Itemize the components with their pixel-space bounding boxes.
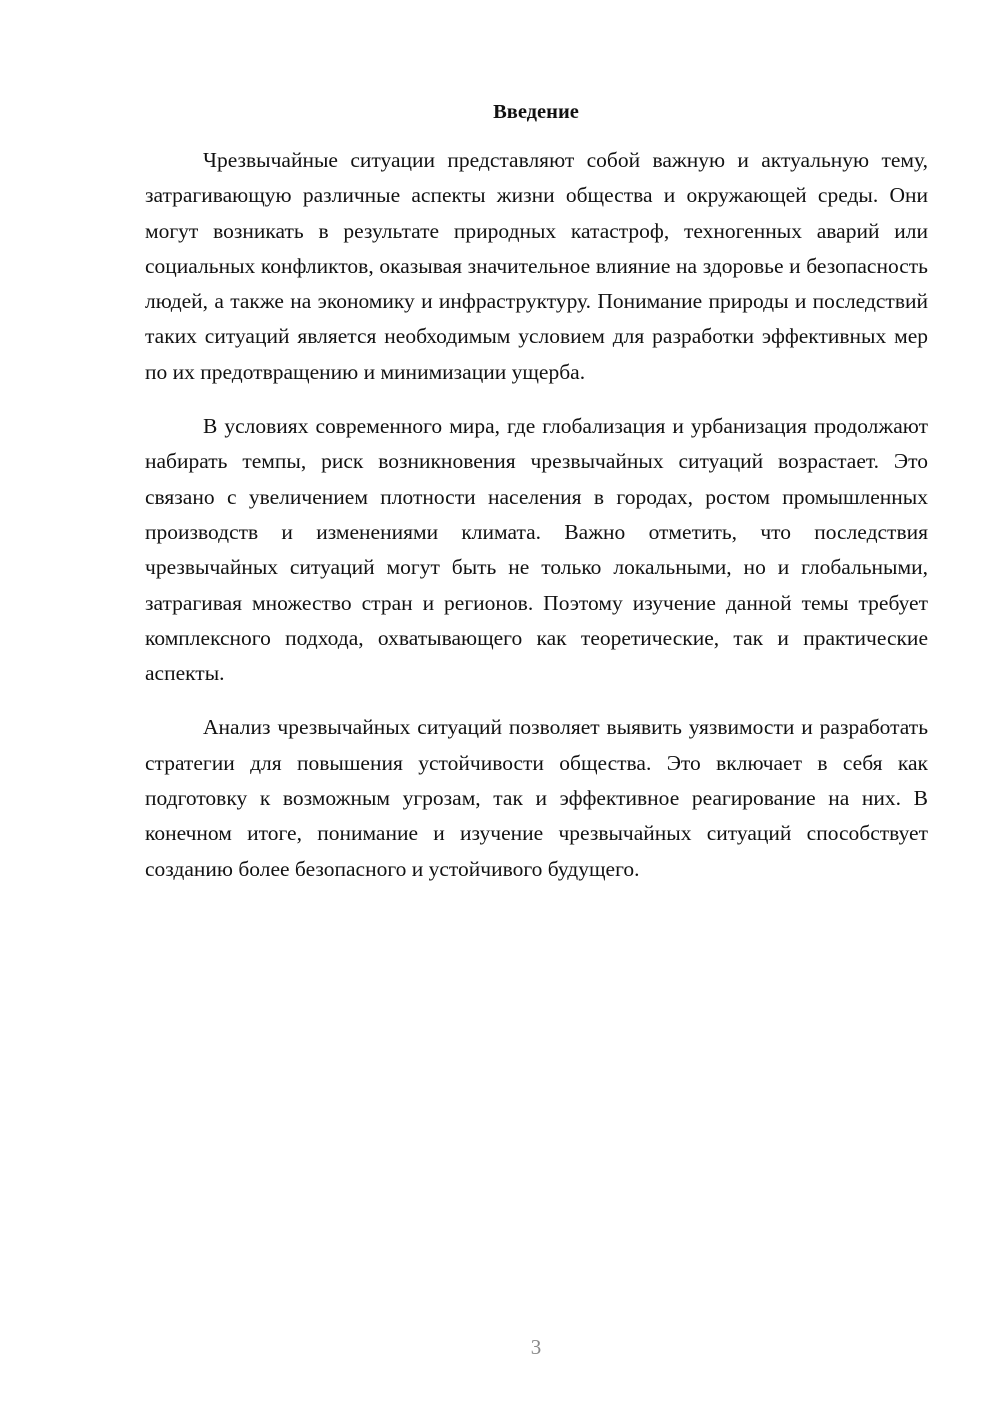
page-title: Введение xyxy=(493,101,579,123)
paragraph-2: В условиях современного мира, где глобализация и урбанизация продолжают набирать темпы, риск возникновения чрезвычайных ситуаций возрастает. Это связано с увеличением плотности населения в городах, ростом промышленных производств и изменениями климата. Важно отметить, что последствия чрезвычайных ситуаций могут быть не только локальными, но и глобальными, затрагивая множество стран и регионов. Поэтому изучение данной темы требует комплексного подхода, охватывающего как теоретические, так и практические аспекты. xyxy=(145,414,928,686)
paragraph-1: Чрезвычайные ситуации представляют собой важную и актуальную тему, затрагивающую различные аспекты жизни общества и окружающей среды. Они могут возникать в результате природных катастроф, техногенных аварий или социальных конфликтов, оказывая значительное влияние на здоровье и безопасность людей, а также на экономику и инфраструктуру. Понимание природы и последствий таких ситуаций является необходимым условием для разработки эффективных мер по их предотвращению и минимизации ущерба. xyxy=(145,148,928,384)
paragraph-3: Анализ чрезвычайных ситуаций позволяет выявить уязвимости и разработать стратегии для повышения устойчивости общества. Это включает в себя как подготовку к возможным угрозам, так и эффективное реагирование на них. В конечном итоге, понимание и изучение чрезвычайных ситуаций способствует созданию более безопасного и устойчивого будущего. xyxy=(145,715,928,881)
document-body xyxy=(145,143,928,906)
page-number: 3 xyxy=(530,1335,542,1359)
